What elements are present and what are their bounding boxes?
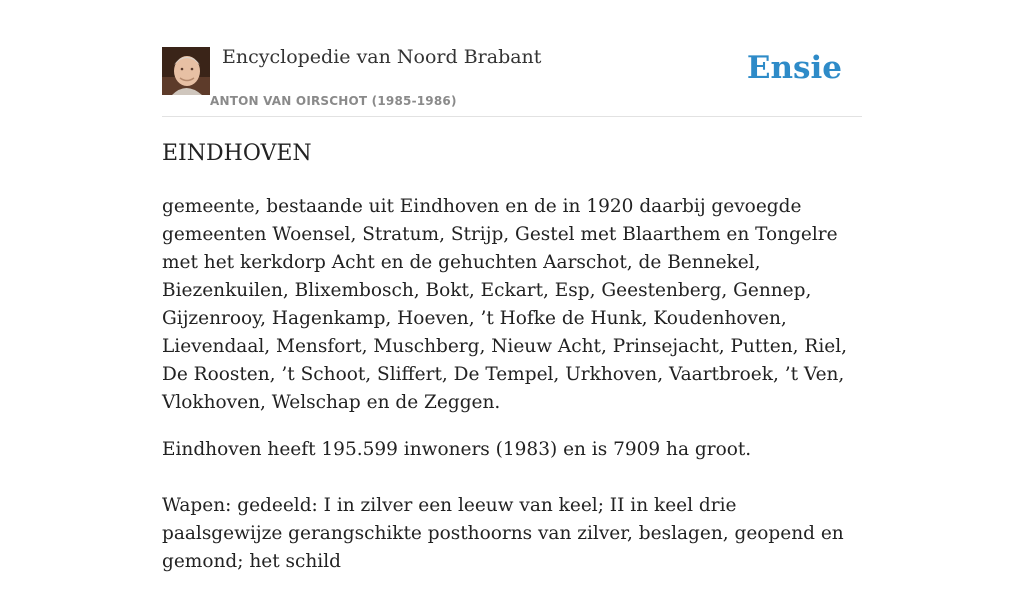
author-name[interactable]: ANTON VAN OIRSCHOT (1985-1986) [210, 94, 457, 108]
ensie-logo[interactable]: Ensie [746, 50, 842, 86]
book-title[interactable]: Encyclopedie van Noord Brabant [222, 46, 542, 68]
author-portrait-icon [162, 47, 210, 95]
entry-title: EINDHOVEN [162, 141, 312, 166]
entry-paragraph-coat-of-arms: Wapen: gedeeld: I in zilver een leeuw van keel; II in keel drie paalsgewijze gerangschikte posthoorns van zilver, beslagen, geopend en gemond; het schild [162, 495, 844, 572]
entry-paragraph-population: Eindhoven heeft 195.599 inwoners (1983) en is 7909 ha groot. [162, 439, 752, 460]
entry-content [162, 139, 862, 595]
header [162, 0, 862, 117]
author-avatar[interactable] [162, 47, 210, 95]
entry-paragraph-definition: gemeente, bestaande uit Eindhoven en de in 1920 daarbij gevoegde gemeenten Woensel, Stratum, Strijp, Gestel met Blaarthem en Tongelre met het kerkdorp Acht en de gehuchten Aarschot, de Bennekel, Biezenkuilen, Blixembosch, Bokt, Eckart, Esp, Geestenberg, Gennep, Gijzenrooy, Hagenkamp, Hoeven, ’t Hofke de Hunk, Koudenhoven, Lievendaal, Mensfort, Muschberg, Nieuw Acht, Prinsejacht, Putten, Riel, De Roosten, ’t Schoot, Sliffert, De Tempel, Urkhoven, Vaartbroek, ’t Ven, Vlokhoven, Welschap en de Zeggen. [162, 196, 847, 413]
